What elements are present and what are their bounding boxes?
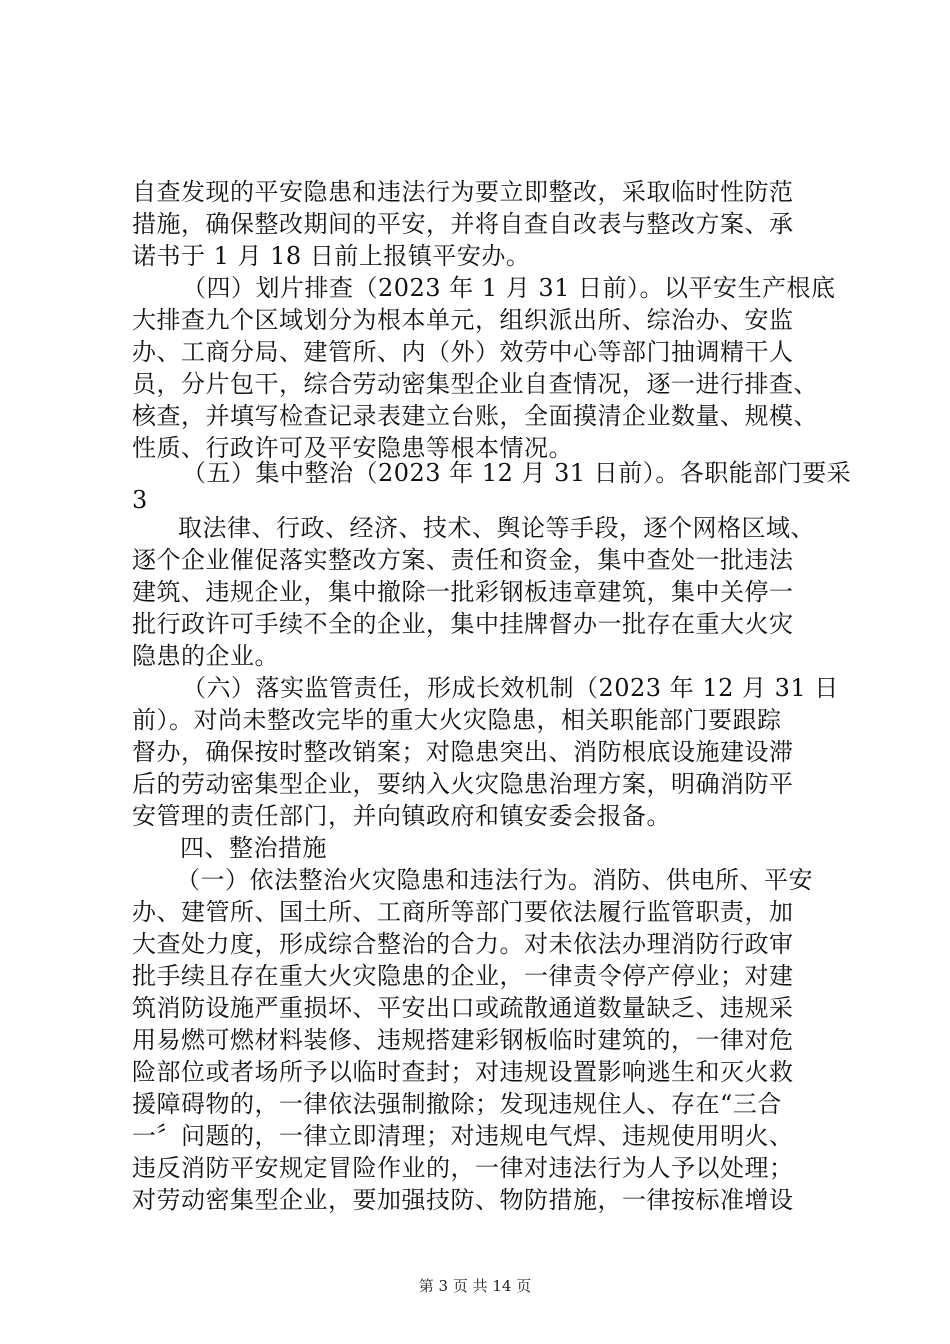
text-line: 措施，确保整改期间的平安，并将自查自改表与整改方案、承 — [132, 210, 794, 238]
text-line: 批行政许可手续不全的企业，集中挂牌督办一批存在重大火灾 — [132, 610, 794, 638]
text-line: 性质、行政许可及平安隐患等根本情况。 — [132, 434, 573, 462]
paragraph-start: （六）落实监管责任，形成长效机制（2023 年 12 月 31 日 — [182, 674, 839, 702]
text-line: 诺书于 1 月 18 日前上报镇平安办。 — [132, 242, 531, 270]
text-line: 前）。对尚未整改完毕的重大火灾隐患，相关职能部门要跟踪 — [132, 706, 782, 734]
text-line: 隐患的企业。 — [132, 642, 279, 670]
text-line: 批手续且存在重大火灾隐患的企业，一律责令停产停业；对建 — [132, 962, 794, 990]
text-line: 援障碍物的，一律依法强制撤除；发现违规住人、存在“三合 — [132, 1090, 782, 1118]
text-line: 办、建管所、国土所、工商所等部门要依法履行监管职责，加 — [132, 898, 794, 926]
text-line: 安管理的责任部门，并向镇政府和镇安委会报备。 — [132, 802, 671, 830]
text-line: 违反消防平安规定冒险作业的，一律对违法行为人予以处理； — [132, 1154, 794, 1182]
paragraph-start: （一）依法整治火灾隐患和违法行为。消防、供电所、平安 — [176, 866, 813, 894]
text-line: 自查发现的平安隐患和违法行为要立即整改，采取临时性防范 — [132, 178, 794, 206]
paragraph-start: （五）集中整治（2023 年 12 月 31 日前）。各职能部门要采 — [182, 459, 852, 487]
paragraph-continuation: 取法律、行政、经济、技术、舆论等手段，逐个网格区域、 — [178, 514, 815, 542]
page-number-artifact: 3 — [132, 486, 148, 514]
text-line: 逐个企业催促落实整改方案、责任和资金，集中查处一批违法 — [132, 546, 794, 574]
text-line: 一〞问题的，一律立即清理；对违规电气焊、违规使用明火、 — [132, 1122, 794, 1150]
text-line: 核查，并填写检查记录表建立台账，全面摸清企业数量、规模、 — [132, 402, 818, 430]
text-line: 建筑、违规企业，集中撤除一批彩钢板违章建筑，集中关停一 — [132, 578, 794, 606]
page-footer: 第 3 页 共 14 页 — [418, 1277, 532, 1295]
section-heading: 四、整治措施 — [180, 834, 327, 862]
text-line: 用易燃可燃材料装修、违规搭建彩钢板临时建筑的，一律对危 — [132, 1026, 794, 1054]
text-line: 员，分片包干，综合劳动密集型企业自查情况，逐一进行排查、 — [132, 370, 818, 398]
text-line: 大查处力度，形成综合整治的合力。对未依法办理消防行政审 — [132, 930, 794, 958]
text-line: 后的劳动密集型企业，要纳入火灾隐患治理方案，明确消防平 — [132, 770, 794, 798]
paragraph-start: （四）划片排查（2023 年 1 月 31 日前）。以平安生产根底 — [182, 274, 836, 302]
text-line: 险部位或者场所予以临时查封；对违规设置影响逃生和灭火救 — [132, 1058, 794, 1086]
text-line: 筑消防设施严重损坏、平安出口或疏散通道数量缺乏、违规采 — [132, 994, 794, 1022]
text-line: 对劳动密集型企业，要加强技防、物防措施，一律按标准增设 — [132, 1186, 794, 1214]
text-line: 督办，确保按时整改销案；对隐患突出、消防根底设施建设滞 — [132, 738, 794, 766]
text-line: 办、工商分局、建管所、内（外）效劳中心等部门抽调精干人 — [132, 338, 794, 366]
text-line: 大排查九个区域划分为根本单元，组织派出所、综治办、安监 — [132, 306, 794, 334]
